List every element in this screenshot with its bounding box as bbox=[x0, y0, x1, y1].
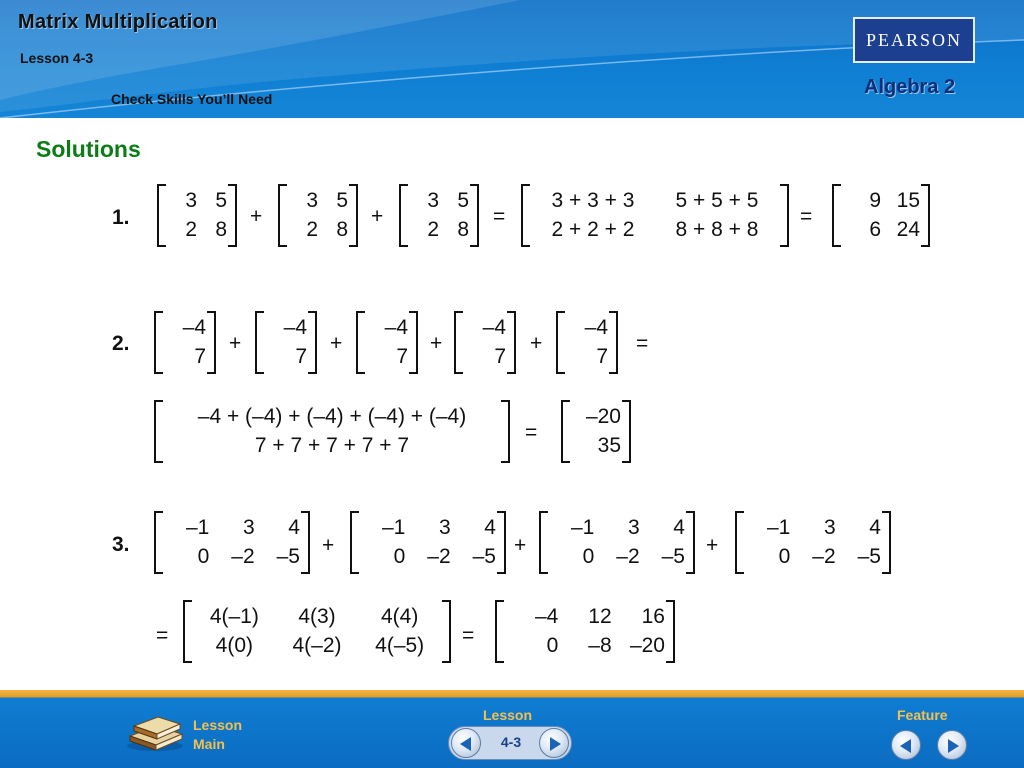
matrix-cell: 2 bbox=[185, 218, 197, 242]
matrix-cell: 0 bbox=[582, 545, 595, 569]
left-arrow-icon bbox=[900, 739, 911, 753]
matrix-grid bbox=[464, 313, 506, 372]
matrix-cell: 4(–1) bbox=[209, 604, 259, 628]
p2-sum-matrix bbox=[154, 400, 510, 463]
matrix-cell: 3 bbox=[438, 515, 451, 539]
matrix-cell: 0 bbox=[546, 634, 559, 658]
matrix-cell: 35 bbox=[597, 434, 621, 458]
left-arrow-icon bbox=[460, 737, 471, 751]
plus-sign: + bbox=[706, 534, 719, 557]
matrix-cell: –20 bbox=[629, 634, 665, 658]
matrix-cell: 7 bbox=[396, 345, 408, 369]
matrix-cell: 4 bbox=[288, 515, 300, 539]
matrix-cell: –20 bbox=[585, 404, 621, 428]
books-icon[interactable] bbox=[126, 712, 184, 752]
p3-matrix-3 bbox=[539, 511, 695, 574]
matrix-cell: 3 bbox=[627, 515, 640, 539]
matrix-cell: 0 bbox=[778, 545, 791, 569]
matrix-cell: 4 bbox=[869, 515, 881, 539]
equals-sign: = bbox=[462, 624, 475, 647]
matrix-grid bbox=[366, 313, 408, 372]
matrix-grid bbox=[360, 513, 496, 572]
equals-sign: = bbox=[156, 624, 169, 647]
plus-sign: + bbox=[330, 332, 343, 355]
matrix-cell: 4(0) bbox=[215, 634, 253, 658]
matrix-cell: 2 bbox=[427, 218, 439, 242]
p1-matrix-1 bbox=[157, 184, 237, 247]
feature-next-button[interactable] bbox=[937, 730, 967, 760]
matrix-cell: –5 bbox=[276, 545, 300, 569]
matrix-cell: 16 bbox=[641, 604, 665, 628]
course-label: Algebra 2 bbox=[864, 76, 956, 98]
matrix-grid bbox=[549, 513, 685, 572]
p1-matrix-3 bbox=[399, 184, 479, 247]
matrix-cell: 2 bbox=[306, 218, 318, 242]
matrix-cell: 4(–2) bbox=[292, 634, 342, 658]
matrix-cell: 3 bbox=[823, 515, 836, 539]
matrix-cell: –4 bbox=[182, 315, 206, 339]
matrix-cell: 5 bbox=[336, 188, 348, 212]
matrix-cell: –4 bbox=[482, 315, 506, 339]
matrix-cell: 15 bbox=[896, 188, 920, 212]
equals-sign: = bbox=[800, 205, 813, 228]
p3-matrix-4 bbox=[735, 511, 891, 574]
plus-sign: + bbox=[530, 332, 543, 355]
matrix-cell: –2 bbox=[231, 545, 255, 569]
matrix-grid bbox=[167, 186, 227, 245]
matrix-cell: 5 bbox=[215, 188, 227, 212]
matrix-grid bbox=[571, 402, 621, 461]
right-arrow-icon bbox=[550, 737, 561, 751]
plus-sign: + bbox=[371, 205, 384, 228]
matrix-grid bbox=[531, 186, 779, 245]
window-title: Matrix Multiplication bbox=[18, 11, 218, 33]
matrix-cell: 8 bbox=[336, 218, 348, 242]
matrix-grid bbox=[164, 313, 206, 372]
p2-matrix-5 bbox=[556, 311, 618, 374]
matrix-grid bbox=[288, 186, 348, 245]
matrix-cell: –1 bbox=[570, 515, 595, 539]
matrix-cell: 4 bbox=[484, 515, 496, 539]
matrix-cell: 8 + 8 + 8 bbox=[675, 218, 759, 242]
problem-3-number: 3. bbox=[112, 533, 130, 556]
matrix-cell: 7 bbox=[596, 345, 608, 369]
matrix-cell: –4 + (–4) + (–4) + (–4) + (–4) bbox=[197, 404, 467, 428]
p2-matrix-2 bbox=[255, 311, 317, 374]
matrix-cell: –2 bbox=[616, 545, 640, 569]
plus-sign: + bbox=[514, 534, 527, 557]
matrix-cell: 4 bbox=[673, 515, 685, 539]
matrix-cell: 7 bbox=[494, 345, 506, 369]
matrix-grid bbox=[842, 186, 920, 245]
lesson-main-link[interactable] bbox=[193, 716, 255, 754]
matrix-cell: –4 bbox=[384, 315, 408, 339]
matrix-cell: –4 bbox=[534, 604, 559, 628]
feature-prev-button[interactable] bbox=[891, 730, 921, 760]
plus-sign: + bbox=[250, 205, 263, 228]
header-banner bbox=[0, 0, 1024, 118]
section-subtitle: Check Skills You’ll Need bbox=[111, 91, 273, 107]
matrix-cell: 6 bbox=[869, 218, 881, 242]
footer-bar bbox=[0, 690, 1024, 768]
matrix-cell: –5 bbox=[472, 545, 496, 569]
matrix-cell: –8 bbox=[588, 634, 612, 658]
matrix-grid bbox=[745, 513, 881, 572]
problem-1-number: 1. bbox=[112, 206, 130, 229]
matrix-cell: –2 bbox=[427, 545, 451, 569]
matrix-grid bbox=[193, 602, 441, 661]
equals-sign: = bbox=[525, 421, 538, 444]
matrix-cell: –5 bbox=[661, 545, 685, 569]
p3-scaled-matrix bbox=[183, 600, 451, 663]
lesson-next-button[interactable] bbox=[539, 728, 569, 758]
lesson-label: Lesson 4-3 bbox=[20, 50, 94, 66]
problem-2-number: 2. bbox=[112, 332, 130, 355]
matrix-cell: 3 bbox=[185, 188, 197, 212]
equals-sign: = bbox=[493, 205, 506, 228]
matrix-cell: 3 bbox=[242, 515, 255, 539]
plus-sign: + bbox=[322, 534, 335, 557]
matrix-cell: 5 + 5 + 5 bbox=[675, 188, 759, 212]
matrix-cell: 24 bbox=[896, 218, 920, 242]
lesson-main-label: Lesson Main bbox=[193, 717, 243, 752]
matrix-cell: 8 bbox=[457, 218, 469, 242]
matrix-cell: 7 bbox=[295, 345, 307, 369]
feature-nav-label: Feature bbox=[897, 707, 948, 723]
p2-result-matrix bbox=[561, 400, 631, 463]
matrix-grid bbox=[505, 602, 665, 661]
matrix-grid bbox=[566, 313, 608, 372]
equals-sign: = bbox=[636, 332, 649, 355]
plus-sign: + bbox=[430, 332, 443, 355]
p3-result-matrix bbox=[495, 600, 675, 663]
matrix-cell: –1 bbox=[381, 515, 406, 539]
matrix-cell: 5 bbox=[457, 188, 469, 212]
matrix-cell: 2 + 2 + 2 bbox=[551, 218, 635, 242]
lesson-nav-label: Lesson bbox=[483, 707, 533, 723]
p3-matrix-2 bbox=[350, 511, 506, 574]
p2-matrix-4 bbox=[454, 311, 516, 374]
matrix-cell: 12 bbox=[588, 604, 612, 628]
matrix-cell: 7 bbox=[194, 345, 206, 369]
matrix-cell: 4(–5) bbox=[375, 634, 425, 658]
p1-sum-matrix bbox=[521, 184, 789, 247]
matrix-grid bbox=[164, 402, 500, 461]
p2-matrix-1 bbox=[154, 311, 216, 374]
matrix-cell: 4(4) bbox=[380, 604, 419, 628]
lesson-number: 4-3 bbox=[500, 734, 522, 750]
p1-matrix-2 bbox=[278, 184, 358, 247]
plus-sign: + bbox=[229, 332, 242, 355]
matrix-cell: –4 bbox=[283, 315, 307, 339]
pearson-logo: PEARSON bbox=[853, 17, 975, 63]
matrix-cell: –5 bbox=[857, 545, 881, 569]
matrix-grid bbox=[164, 513, 300, 572]
matrix-cell: –1 bbox=[185, 515, 210, 539]
lesson-prev-button[interactable] bbox=[451, 728, 481, 758]
p3-matrix-1 bbox=[154, 511, 310, 574]
matrix-cell: 0 bbox=[197, 545, 210, 569]
matrix-cell: 9 bbox=[869, 188, 881, 212]
p1-result-matrix bbox=[832, 184, 930, 247]
matrix-grid bbox=[409, 186, 469, 245]
right-arrow-icon bbox=[948, 739, 959, 753]
matrix-cell: –1 bbox=[766, 515, 791, 539]
matrix-cell: 3 + 3 + 3 bbox=[551, 188, 635, 212]
matrix-cell: 0 bbox=[393, 545, 406, 569]
page-title: Solutions bbox=[36, 136, 141, 162]
matrix-grid bbox=[265, 313, 307, 372]
matrix-cell: 3 bbox=[427, 188, 439, 212]
matrix-cell: 3 bbox=[306, 188, 318, 212]
matrix-cell: –4 bbox=[584, 315, 608, 339]
matrix-cell: –2 bbox=[812, 545, 836, 569]
p2-matrix-3 bbox=[356, 311, 418, 374]
matrix-cell: 4(3) bbox=[298, 604, 336, 628]
matrix-cell: 7 + 7 + 7 + 7 + 7 bbox=[254, 434, 410, 458]
matrix-cell: 8 bbox=[215, 218, 227, 242]
